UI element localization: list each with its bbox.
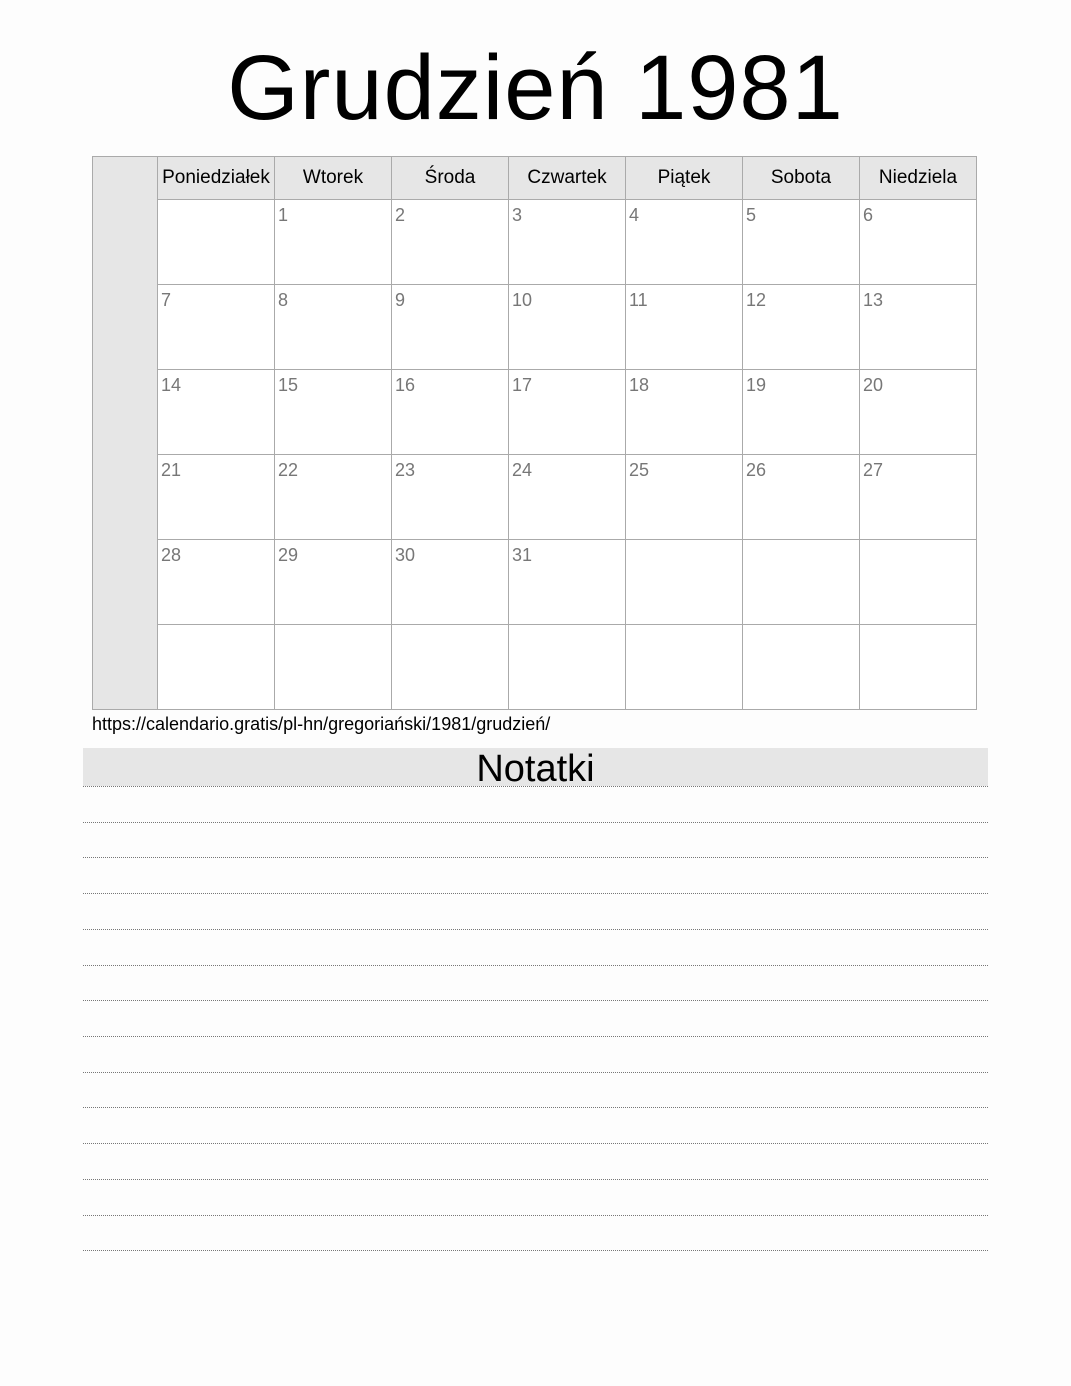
day-cell (275, 625, 392, 710)
weekday-header: Sobota (743, 157, 860, 200)
day-number: 24 (512, 460, 533, 480)
day-number: 4 (629, 205, 640, 225)
day-cell (158, 455, 275, 540)
calendar-grid (92, 156, 977, 710)
day-number: 9 (395, 290, 406, 310)
weekday-header: Niedziela (860, 157, 977, 200)
day-cell (743, 455, 860, 540)
day-cell (275, 455, 392, 540)
day-number: 23 (395, 460, 416, 480)
day-cell (509, 370, 626, 455)
day-number (158, 625, 274, 631)
day-number: 8 (278, 290, 289, 310)
week-row (93, 455, 977, 540)
day-number (743, 625, 859, 631)
day-number: 5 (746, 205, 757, 225)
day-cell (158, 285, 275, 370)
note-line (83, 1072, 988, 1073)
page-title: Grudzień 1981 (227, 37, 844, 139)
note-line (83, 1179, 988, 1180)
day-number: 17 (512, 375, 533, 395)
day-cell (860, 455, 977, 540)
day-cell (158, 540, 275, 625)
day-cell (626, 455, 743, 540)
day-number: 12 (746, 290, 767, 310)
note-line (83, 1000, 988, 1001)
day-cell (743, 200, 860, 285)
note-line (83, 1036, 988, 1037)
day-cell (860, 285, 977, 370)
day-cell (743, 285, 860, 370)
day-cell (860, 540, 977, 625)
day-cell (509, 285, 626, 370)
day-number: 31 (512, 545, 533, 565)
week-number-column (93, 157, 158, 710)
day-number (626, 625, 742, 631)
day-number: 21 (161, 460, 182, 480)
source-url: https://calendario.gratis/pl-hn/gregoriański/1981/grudzień/ (92, 714, 551, 734)
note-line (83, 965, 988, 966)
day-cell (626, 370, 743, 455)
day-cell (509, 625, 626, 710)
day-number: 16 (395, 375, 416, 395)
day-number (860, 540, 976, 546)
day-number (392, 625, 508, 631)
note-line (83, 1215, 988, 1216)
day-cell (158, 200, 275, 285)
day-cell (275, 200, 392, 285)
day-number: 19 (746, 375, 767, 395)
day-cell (626, 625, 743, 710)
day-number: 27 (863, 460, 884, 480)
day-number: 22 (278, 460, 299, 480)
note-line (83, 857, 988, 858)
day-number: 6 (863, 205, 874, 225)
day-cell (158, 370, 275, 455)
day-number: 1 (278, 205, 289, 225)
note-line (83, 1107, 988, 1108)
day-number (860, 625, 976, 631)
day-cell (743, 625, 860, 710)
day-number (743, 540, 859, 546)
day-number: 14 (161, 375, 182, 395)
week-row (93, 625, 977, 710)
note-line (83, 822, 988, 823)
day-number: 11 (629, 290, 648, 310)
note-line (83, 929, 988, 930)
notes-heading: Notatki (83, 748, 988, 786)
week-row (93, 540, 977, 625)
note-line (83, 1143, 988, 1144)
day-number: 3 (512, 205, 523, 225)
day-cell (275, 540, 392, 625)
week-row (93, 200, 977, 285)
day-number: 15 (278, 375, 299, 395)
weekday-header: Wtorek (275, 157, 392, 200)
day-cell (392, 285, 509, 370)
weekday-header: Poniedziałek (158, 157, 275, 200)
day-cell (509, 200, 626, 285)
day-cell (743, 540, 860, 625)
weekday-header: Czwartek (509, 157, 626, 200)
note-line (83, 786, 988, 787)
day-cell (275, 370, 392, 455)
day-number: 18 (629, 375, 650, 395)
day-number: 29 (278, 545, 299, 565)
day-cell (158, 625, 275, 710)
note-line (83, 1250, 988, 1251)
day-number: 26 (746, 460, 767, 480)
weekday-header: Piątek (626, 157, 743, 200)
weekday-header-row (93, 157, 977, 200)
day-number (275, 625, 391, 631)
day-number (626, 540, 742, 546)
day-cell (392, 540, 509, 625)
day-cell (509, 455, 626, 540)
day-cell (392, 455, 509, 540)
day-cell (626, 285, 743, 370)
note-line (83, 893, 988, 894)
day-number (158, 200, 274, 206)
day-cell (392, 370, 509, 455)
day-cell (392, 200, 509, 285)
day-number: 2 (395, 205, 406, 225)
day-cell (860, 370, 977, 455)
day-number: 28 (161, 545, 182, 565)
day-number: 10 (512, 290, 533, 310)
day-cell (392, 625, 509, 710)
day-number: 25 (629, 460, 650, 480)
week-row (93, 285, 977, 370)
day-cell (743, 370, 860, 455)
day-number: 13 (863, 290, 884, 310)
day-cell (509, 540, 626, 625)
day-number: 20 (863, 375, 884, 395)
day-cell (275, 285, 392, 370)
day-cell (626, 540, 743, 625)
day-number (509, 625, 625, 631)
day-number: 30 (395, 545, 416, 565)
day-cell (626, 200, 743, 285)
weekday-header: Środa (392, 157, 509, 200)
day-cell (860, 625, 977, 710)
week-row (93, 370, 977, 455)
day-number: 7 (161, 290, 172, 310)
day-cell (860, 200, 977, 285)
